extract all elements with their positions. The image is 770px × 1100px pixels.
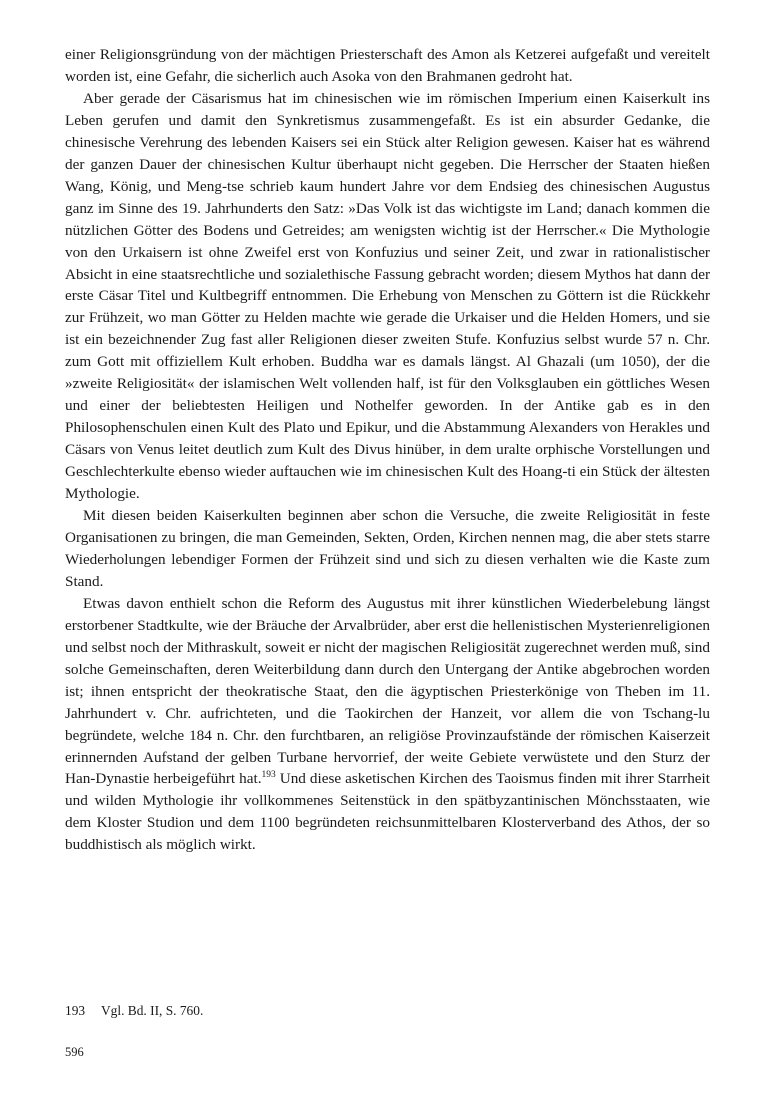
paragraph-3: Mit diesen beiden Kaiserkulten beginnen aber schon die Versuche, die zweite Religiosität in feste Organisationen zu bringen, die man Gemeinden, Sekten, Orden, Kirchen nennen mag, die aber stets starre Wiederholungen lebendiger Formen der Frühzeit sind und sich zu diesen verhalten wie die Kaste zum Stand. [65,507,710,590]
page-number: 596 [65,1045,84,1059]
body-text [65,44,710,856]
paragraph-4-text-a: Etwas davon enthielt schon die Reform des Augustus mit ihrer künstlichen Wiederbelebung längst erstorbener Stadtkulte, wie der Bräuche der Arvalbrüder, aber erst die hellenistischen Mysterienreligionen und selbst noch der Mithraskult, soweit er nicht der magischen Religiosität zugerechnet werden muß, sind solche Gemeinschaften, deren Weiterbildung dann durch den Untergang der Antike abgebrochen worden ist; ihnen entspricht der theokratische Staat, den die ägyptischen Priesterkönige von Theben im 11. Jahrhundert v. Chr. aufrichteten, und die Taokirchen der Hanzeit, vor allem die von Tschang-lu begründete, welche 184 n. Chr. den furchtbaren, an religiöse Provinzaufstände der römischen Kaiserzeit erinnernden Aufstand der gelben Turbane hervorrief, der weite Gebiete verwüstete und den Sturz der Han-Dynastie herbeigeführt hat. [65,594,710,788]
paragraph-4 [65,593,710,856]
footnote-text: Vgl. Bd. II, S. 760. [101,1003,204,1018]
footnote-reference[interactable]: 193 [261,770,276,781]
paragraph-1: einer Religionsgründung von der mächtigen Priesterschaft des Amon als Ketzerei aufgefaßt und vereitelt worden ist, eine Gefahr, die sicherlich auch Asoka von den Brahmanen gedroht hat. [65,46,710,85]
footnote [65,1002,710,1020]
paragraph-2: Aber gerade der Cäsarismus hat im chinesischen wie im römischen Imperium einen Kaiserkult ins Leben gerufen und damit den Synkretismus zusammengefaßt. Es ist ein absurder Gedanke, die chinesische Verehrung des lebenden Kaisers sei ein Stück alter Religion gewesen. Kaiser hat es während der ganzen Dauer der chinesischen Kultur überhaupt nicht gegeben. Die Herrscher der Staaten hießen Wang, König, und Meng-tse schrieb kaum hundert Jahre vor dem Endsieg des chinesischen Augustus ganz im Sinne des 19. Jahrhunderts den Satz: »Das Volk ist das wichtigste im Land; danach kommen die nützlichen Götter des Bodens und Getreides; am wenigsten wichtig ist der Herrscher.« Die Mythologie von den Urkaisern ist ohne Zweifel erst von Konfuzius und seiner Zeit, und zwar in rationalistischer Absicht in eine staatsrechtliche und sozialethische Fassung gebracht worden; diesem Mythos hat dann der erste Cäsar Titel und Kultbegriff entnommen. Die Erhebung von Menschen zu Göttern ist die Rückkehr zur Frühzeit, wo man Götter zu Helden machte wie gerade die Urkaiser und die Helden Homers, und sie ist ein bezeichnender Zug fast aller Religionen dieser zweiten Stufe. Konfuzius selbst wurde 57 n. Chr. zum Gott mit offiziellem Kult erhoben. Buddha war es damals längst. Al Ghazali (um 1050), der die »zweite Religiosität« der islamischen Welt vollenden half, ist für den Volksglauben ein göttliches Wesen und einer der beliebtesten Heiligen und Nothelfer geworden. In der Antike gab es in den Philosophenschulen einen Kult des Plato und Epikur, und die Abstammung Alexanders von Herakles und Cäsars von Venus leitet deutlich zum Kult des Divus hinüber, in dem uralte orphische Vorstellungen und Geschlechterkulte ebenso wieder auftauchen wie im chinesischen Kult des Hoang-ti ein Stück der ältesten Mythologie. [65,89,710,503]
footnote-number: 193 [65,1003,86,1018]
paragraph-4-text-b: Und diese asketischen Kirchen des Taoismus finden mit ihrer Starrheit und wilden Mythologie ihr vollkommenes Seitenstück in den spätbyzantinischen Mönchsstaaten, wie dem Kloster Studion und dem 1100 begründeten reichsunmittelbaren Klosterverband des Athos, der so buddhistisch als möglich wirkt. [65,770,710,854]
